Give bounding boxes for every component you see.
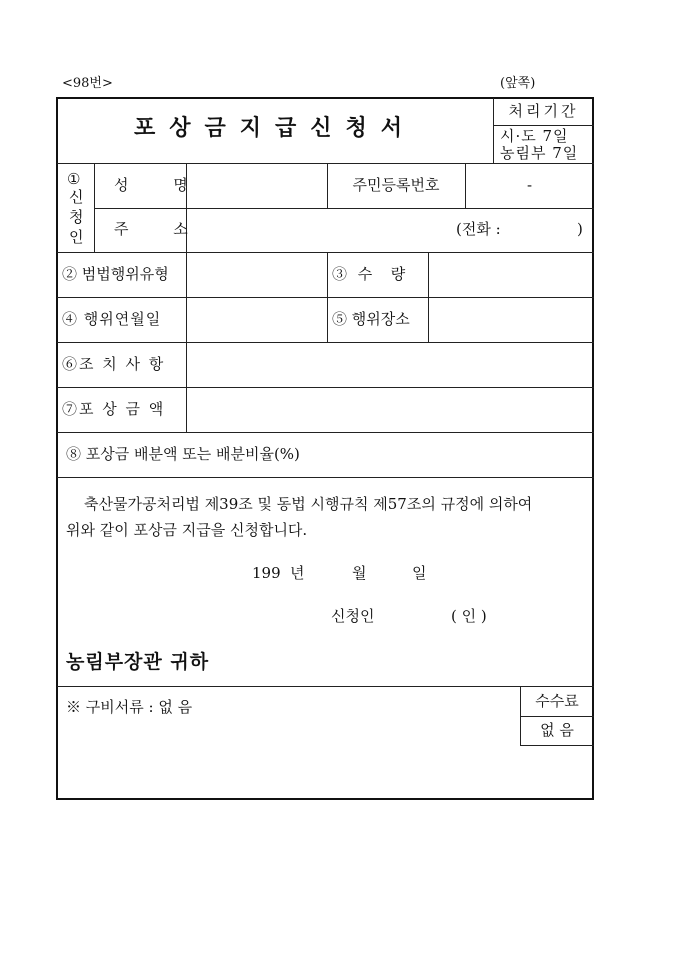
required-documents-label: ※ 구비서류 : 없 음: [66, 698, 193, 716]
act-date-label: ④ 행위연월일: [62, 310, 162, 328]
page-side-label: (앞쪽): [500, 76, 536, 91]
divider: [57, 163, 594, 164]
date-year-unit: 년: [290, 564, 305, 582]
applicant-section-char: 청: [69, 208, 84, 226]
divider: [428, 252, 429, 342]
applicant-section-char: 인: [69, 228, 84, 246]
form-number: <98번>: [62, 76, 113, 91]
addressee: 농림부장관 귀하: [66, 651, 210, 673]
divider: [493, 125, 594, 126]
reward-amount-label: ⑦포 상 금 액: [62, 400, 166, 418]
divider: [57, 432, 594, 433]
violation-type-label: ② 범법행위유형: [62, 265, 169, 283]
seal-mark: ( 인 ): [451, 607, 487, 625]
processing-period-province: 시·도 7일: [500, 127, 569, 145]
divider: [57, 297, 594, 298]
applicant-section-char: 신: [69, 188, 84, 206]
fee-header: 수수료: [535, 692, 579, 710]
fee-value: 없 음: [540, 721, 574, 739]
phone-close-paren: ): [577, 220, 583, 238]
resident-number-field[interactable]: -: [526, 176, 533, 194]
divider: [186, 163, 187, 432]
processing-period-ministry: 농림부 7일: [500, 144, 579, 162]
resident-number-label: 주민등록번호: [352, 176, 440, 194]
act-place-label: ⑤ 행위장소: [332, 310, 410, 328]
divider: [57, 342, 594, 343]
applicant-section-number: ①: [67, 170, 81, 188]
date-year: 199: [252, 564, 281, 582]
divider: [57, 387, 594, 388]
divider: [520, 745, 594, 746]
date-day-unit: 일: [412, 564, 427, 582]
statement-line-2: 위와 같이 포상금 지급을 신청합니다.: [66, 521, 308, 539]
measures-label: ⑥조 치 사 항: [62, 355, 166, 373]
form-title: 포상금지급신청서: [133, 115, 417, 141]
quantity-label: ③ 수 량: [332, 265, 409, 283]
divider: [57, 252, 594, 253]
statement-line-1: 축산물가공처리법 제39조 및 동법 시행규칙 제57조의 규정에 의하여: [84, 495, 533, 513]
divider: [520, 716, 594, 717]
divider: [57, 477, 594, 478]
divider: [327, 252, 328, 342]
address-label: 주 소: [114, 220, 208, 238]
applicant-signature-label: 신청인: [331, 607, 375, 625]
distribution-label: ⑧ 포상금 배분액 또는 배분비율(%): [66, 445, 300, 463]
divider: [94, 208, 594, 209]
phone-label: (전화 :: [456, 220, 501, 238]
name-label: 성 명: [114, 176, 208, 194]
processing-period-header: 처리기간: [508, 102, 579, 120]
divider: [94, 163, 95, 252]
divider: [57, 686, 594, 687]
date-month-unit: 월: [352, 564, 367, 582]
